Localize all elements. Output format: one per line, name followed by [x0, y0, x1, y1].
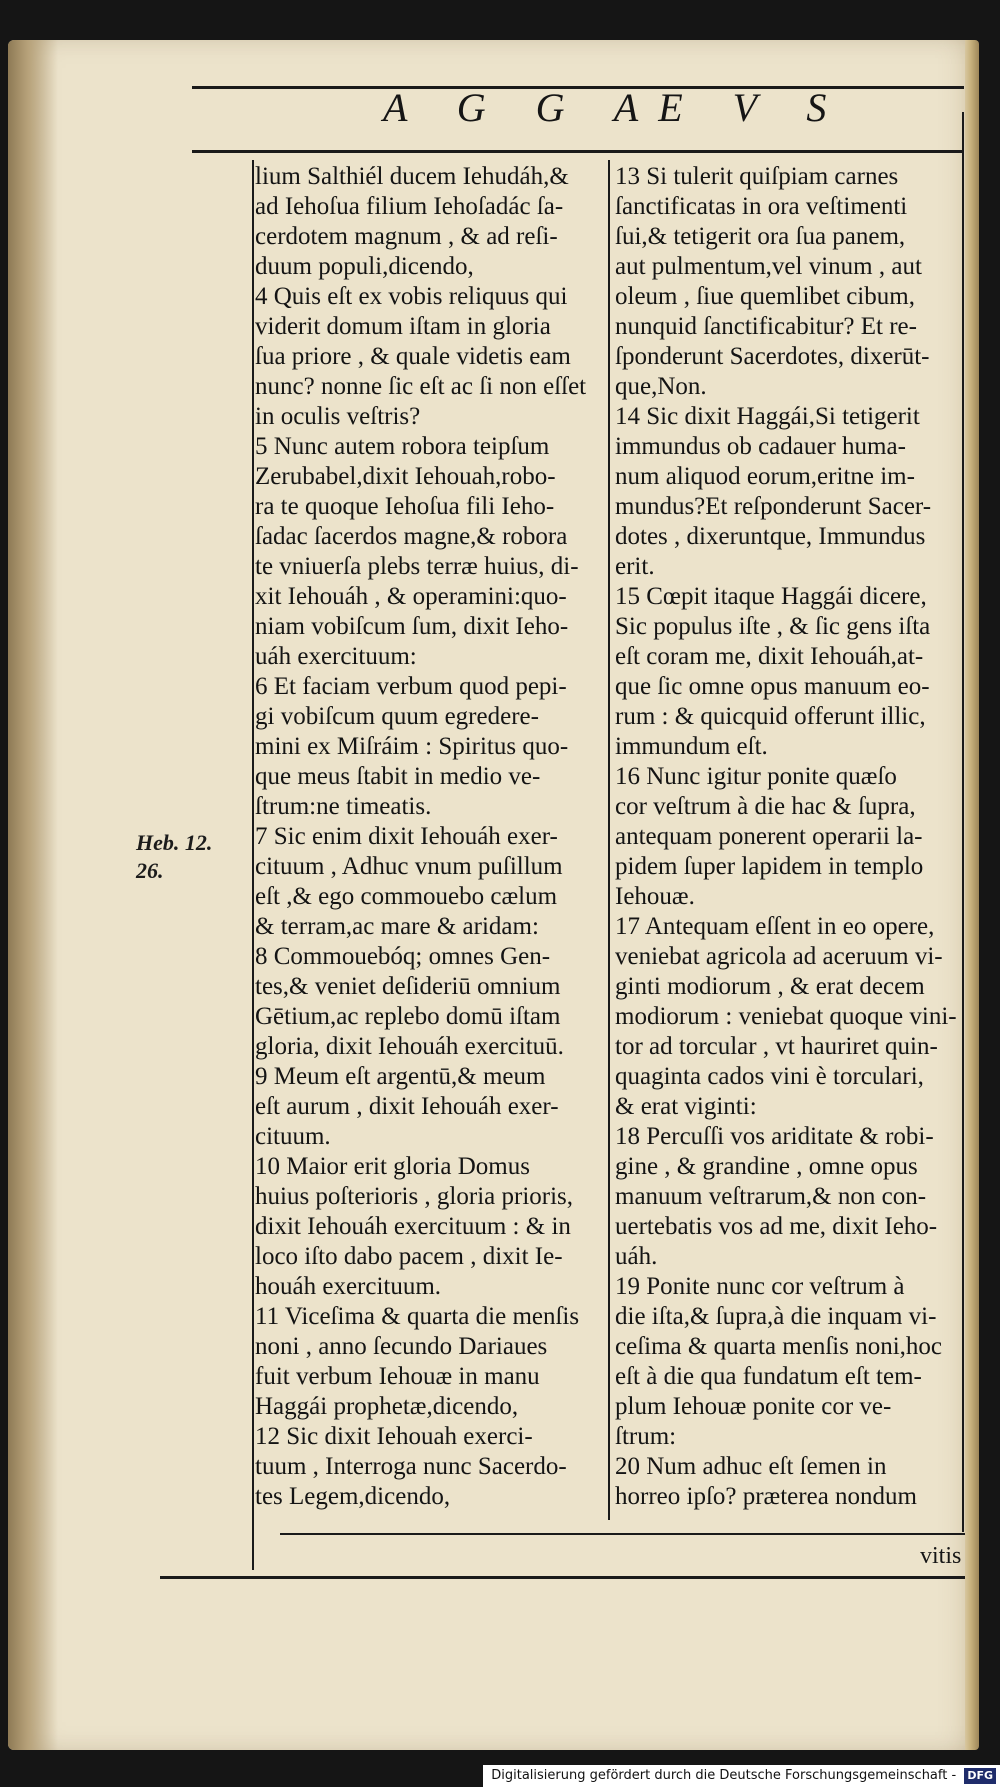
text-line: 10 Maior erit gloria Domus — [255, 1153, 530, 1180]
text-line: 6 Et faciam verbum quod pepi- — [255, 673, 567, 700]
text-line: 17 Antequam eſſent in eo opere, — [615, 913, 935, 940]
text-line: fuit verbum Iehouæ in manu — [255, 1363, 540, 1390]
text-line: 20 Num adhuc eſt ſemen in — [615, 1453, 887, 1480]
text-line: loco iſto dabo pacem , dixit Ie- — [255, 1243, 563, 1270]
text-line: horreo ipſo? præterea nondum — [615, 1483, 917, 1510]
text-line: mundus?Et reſponderunt Sacer- — [615, 493, 932, 520]
text-line: que,Non. — [615, 373, 707, 400]
text-line: dotes , dixeruntque, Immundus — [615, 523, 926, 550]
text-line: gloria, dixit Iehouáh exercituū. — [255, 1033, 564, 1060]
text-line: uertebatis vos ad me, dixit Ieho- — [615, 1213, 938, 1240]
text-line: 5 Nunc autem robora teipſum — [255, 433, 550, 460]
text-line: 12 Sic dixit Iehouah exerci- — [255, 1423, 533, 1450]
text-line: 15 Cœpit itaque Haggái dicere, — [615, 583, 927, 610]
digitization-credit — [483, 1765, 1000, 1787]
text-line: modiorum : veniebat quoque vini- — [615, 1003, 957, 1030]
text-line: dixit Iehouáh exercituum : & in — [255, 1213, 571, 1240]
text-line: Haggái prophetæ,dicendo, — [255, 1393, 519, 1420]
text-line: & terram,ac mare & aridam: — [255, 913, 539, 940]
text-line: ſui,& tetigerit ora ſua panem, — [615, 223, 906, 250]
text-line: plum Iehouæ ponite cor ve- — [615, 1393, 892, 1420]
text-line: 4 Quis eſt ex vobis reliquus qui — [255, 283, 568, 310]
text-line: ſua priore , & quale videtis eam — [255, 343, 571, 370]
text-line: que meus ſtabit in medio ve- — [255, 763, 541, 790]
text-line: immundum eſt. — [615, 733, 768, 760]
text-line: cor veſtrum à die hac & ſupra, — [615, 793, 916, 820]
text-line: 19 Ponite nunc cor veſtrum à — [615, 1273, 905, 1300]
text-line: eſt aurum , dixit Iehouáh exer- — [255, 1093, 559, 1120]
text-line: niam vobiſcum ſum, dixit Ieho- — [255, 613, 569, 640]
text-line: ra te quoque Iehoſua fili Ieho- — [255, 493, 555, 520]
text-line: viderit domum iſtam in gloria — [255, 313, 551, 340]
text-line: aut pulmentum,vel vinum , aut — [615, 253, 922, 280]
text-line: tuum , Interroga nunc Sacerdo- — [255, 1453, 567, 1480]
text-line: erit. — [615, 553, 655, 580]
text-line: ſadac ſacerdos magne,& robora — [255, 523, 568, 550]
text-line: cituum , Adhuc vnum puſillum — [255, 853, 563, 880]
text-line: Sic populus iſte , & ſic gens iſta — [615, 613, 931, 640]
margin-note-reference: 26. — [136, 858, 164, 883]
text-line: Gētium,ac replebo domū iſtam — [255, 1003, 561, 1030]
text-line: in oculis veſtris? — [255, 403, 421, 430]
text-line: nunquid ſanctificabitur? Et re- — [615, 313, 917, 340]
text-line: 11 Viceſima & quarta die menſis — [255, 1303, 580, 1330]
text-line: 9 Meum eſt argentū,& meum — [255, 1063, 546, 1090]
text-line: manuum veſtrarum,& non con- — [615, 1183, 927, 1210]
text-line: ſtrum:ne timeatis. — [255, 793, 432, 820]
text-line: & erat viginti: — [615, 1093, 757, 1120]
text-line: te vniuerſa plebs terræ huius, di- — [255, 553, 579, 580]
text-line: que ſic omne opus manuum eo- — [615, 673, 930, 700]
text-line: immundus ob cadauer huma- — [615, 433, 906, 460]
text-line: tes,& veniet deſideriū omnium — [255, 973, 561, 1000]
text-line: uáh exercituum: — [255, 643, 417, 670]
text-line: 13 Si tulerit quiſpiam carnes — [615, 163, 899, 190]
text-line: quaginta cados vini è torculari, — [615, 1063, 924, 1090]
digitization-credit-text: Digitalisierung gefördert durch die Deutsche Forschungsgemeinschaft - — [491, 1768, 957, 1783]
column-rule-left — [252, 160, 254, 1570]
catchword: vitis — [920, 1543, 962, 1569]
page-binding — [8, 40, 58, 1750]
text-line: Iehouæ. — [615, 883, 695, 910]
text-line: Zerubabel,dixit Iehouah,robo- — [255, 463, 556, 490]
dfg-logo: DFG — [964, 1768, 996, 1784]
text-line: tes Legem,dicendo, — [255, 1483, 451, 1510]
text-line: rum : & quicquid offerunt illic, — [615, 703, 926, 730]
text-line: gine , & grandine , omne opus — [615, 1153, 918, 1180]
text-line: duum populi,dicendo, — [255, 253, 474, 280]
text-line: ad Iehoſua filium Iehoſadác ſa- — [255, 193, 564, 220]
text-line: 18 Percuſſi vos ariditate & robi- — [615, 1123, 934, 1150]
text-line: eſt coram me, dixit Iehouáh,at- — [615, 643, 924, 670]
footer-rule-top — [280, 1533, 965, 1535]
text-line: ſanctificatas in ora veſtimenti — [615, 193, 908, 220]
text-line: oleum , ſiue quemlibet cibum, — [615, 283, 915, 310]
text-line: houáh exercituum. — [255, 1273, 442, 1300]
text-line: 8 Commouebóq; omnes Gen- — [255, 943, 551, 970]
running-head: A G G AE V S — [383, 85, 847, 130]
text-line: ſponderunt Sacerdotes, dixerūt- — [615, 343, 930, 370]
text-line: die iſta,& ſupra,à die inquam vi- — [615, 1303, 937, 1330]
text-line: nunc? nonne ſic eſt ac ſi non eſſet — [255, 373, 587, 400]
text-line: gi vobiſcum quum egredere- — [255, 703, 539, 730]
footer-rule-bottom — [160, 1576, 965, 1579]
text-line: 14 Sic dixit Haggái,Si tetigerit — [615, 403, 920, 430]
text-line: ceſima & quarta menſis noni,hoc — [615, 1333, 942, 1360]
text-line: num aliquod eorum,eritne im- — [615, 463, 915, 490]
text-column-right — [615, 162, 963, 1512]
text-line: mini ex Miſráim : Spiritus quo- — [255, 733, 569, 760]
text-line: noni , anno ſecundo Dariaues — [255, 1333, 548, 1360]
text-line: 7 Sic enim dixit Iehouáh exer- — [255, 823, 558, 850]
text-line: cerdotem magnum , & ad reſi- — [255, 223, 558, 250]
text-line: lium Salthiél ducem Iehudáh,& — [255, 163, 569, 190]
text-column-left — [255, 162, 600, 1512]
header-rule-bottom — [192, 150, 964, 153]
text-line: cituum. — [255, 1123, 331, 1150]
text-line: uáh. — [615, 1243, 658, 1270]
page-edge — [965, 40, 979, 1750]
text-line: pidem ſuper lapidem in templo — [615, 853, 924, 880]
text-line: veniebat agricola ad aceruum vi- — [615, 943, 943, 970]
text-line: xit Iehouáh , & operamini:quo- — [255, 583, 567, 610]
text-line: ginti modiorum , & erat decem — [615, 973, 925, 1000]
text-line: ſtrum: — [615, 1423, 677, 1450]
text-line: tor ad torcular , vt hauriret quin- — [615, 1033, 938, 1060]
text-line: antequam ponerent operarii la- — [615, 823, 923, 850]
text-line: eſt à die qua fundatum eſt tem- — [615, 1363, 922, 1390]
margin-note-reference: Heb. 12. — [136, 830, 213, 855]
text-line: huius poſterioris , gloria prioris, — [255, 1183, 574, 1210]
column-rule-middle — [608, 160, 610, 1520]
text-line: eſt ,& ego commouebo cælum — [255, 883, 558, 910]
text-line: 16 Nunc igitur ponite quæſo — [615, 763, 897, 790]
